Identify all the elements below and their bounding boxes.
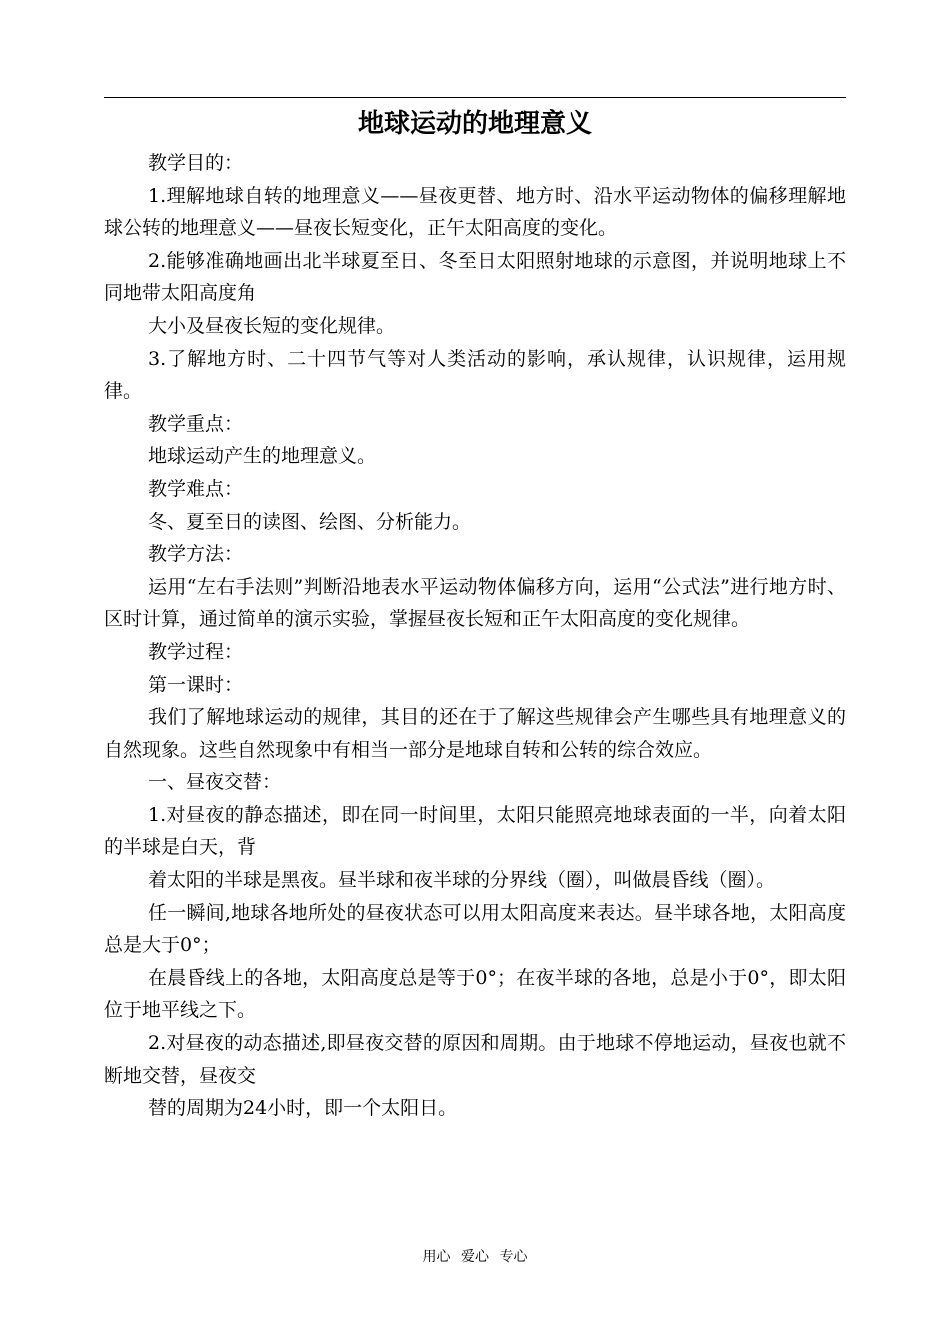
paragraph: 着太阳的半球是黑夜。昼半球和夜半球的分界线（圈），叫做晨昏线（圈）。 <box>148 869 776 892</box>
paragraph: 2.能够准确地画出北半球夏至日、冬至日太阳照射地球的示意图，并说明地球上不同地带太阳高度角 <box>104 249 846 305</box>
paragraph: 教学目的： <box>148 152 244 174</box>
paragraph: 1.对昼夜的静态描述，即在同一时间里，太阳只能照亮地球表面的一半，向着太阳的半球是白天，背 <box>104 803 846 859</box>
paragraph: 教学重点： <box>148 412 244 435</box>
paragraph: 任一瞬间,地球各地所处的昼夜状态可以用太阳高度来表达。昼半球各地，太阳高度总是大于0°； <box>104 901 846 957</box>
paragraph: 地球运动产生的地理意义。 <box>148 445 377 468</box>
paragraph: 教学过程： <box>148 640 244 663</box>
paragraph: 在晨昏线上的各地，太阳高度总是等于0°；在夜半球的各地，总是小于0°，即太阳位于地平线之下。 <box>104 966 846 1022</box>
page-footer: 用心 爱心 专心 <box>422 1249 528 1265</box>
paragraph: 第一课时： <box>148 673 244 696</box>
paragraph: 2.对昼夜的动态描述,即昼夜交替的原因和周期。由于地球不停地运动，昼夜也就不断地交替，昼夜交 <box>104 1032 846 1087</box>
paragraph: 1.理解地球自转的地理意义——昼夜更替、地方时、沿水平运动物体的偏移理解地球公转的地理意义——昼夜长短变化，正午太阳高度的变化。 <box>104 184 846 240</box>
paragraph: 冬、夏至日的读图、绘图、分析能力。 <box>148 510 472 533</box>
paragraph: 替的周期为24小时，即一个太阳日。 <box>148 1097 458 1120</box>
paragraph: 教学难点： <box>148 477 244 500</box>
paragraph: 教学方法： <box>148 543 244 566</box>
paragraph: 一、昼夜交替： <box>148 771 282 794</box>
paragraph: 3.了解地方时、二十四节气等对人类活动的影响，承认规律，认识规律，运用规律。 <box>104 347 846 403</box>
header-rule <box>104 97 846 98</box>
paragraph: 我们了解地球运动的规律，其目的还在于了解这些规律会产生哪些具有地理意义的自然现象。这些自然现象中有相当一部分是地球自转和公转的综合效应。 <box>104 706 846 761</box>
document-body <box>104 147 846 1125</box>
document-title: 地球运动的地理意义 <box>357 109 592 139</box>
paragraph: 大小及昼夜长短的变化规律。 <box>148 314 396 337</box>
paragraph: 运用“左右手法则”判断沿地表水平运动物体偏移方向，运用“公式法”进行地方时、区时计算，通过简单的演示实验，掌握昼夜长短和正午太阳高度的变化规律。 <box>104 575 846 631</box>
